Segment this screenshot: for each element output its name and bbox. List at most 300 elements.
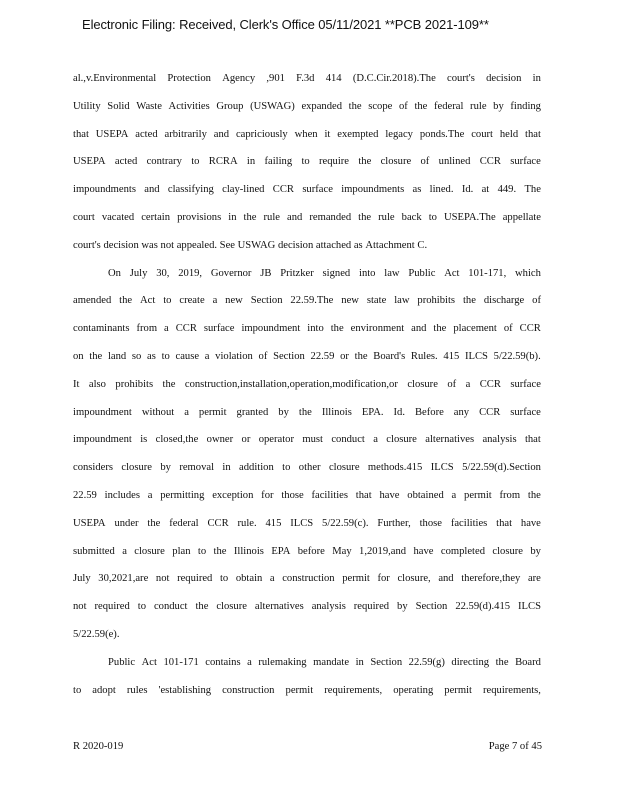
word: a	[212, 295, 218, 307]
word: Id.	[393, 406, 405, 418]
word: land	[107, 350, 127, 362]
word: amended	[73, 295, 112, 307]
text-line	[73, 684, 541, 712]
word: USEPA	[73, 156, 106, 168]
word: permit	[342, 573, 370, 585]
word: closure	[386, 434, 417, 446]
word: includes	[104, 489, 140, 501]
word: into	[359, 267, 376, 279]
word: closure	[380, 156, 412, 168]
word: of	[447, 378, 457, 390]
word: required	[94, 601, 130, 613]
word: July	[129, 267, 148, 279]
word: in	[222, 462, 231, 474]
text-line	[73, 72, 541, 100]
word: operator	[258, 434, 294, 446]
word: Board	[515, 656, 541, 668]
word: 5/22.59(d).Section	[462, 462, 541, 474]
text-line	[73, 656, 541, 684]
word: of	[503, 323, 513, 335]
word: a	[451, 489, 457, 501]
word: the	[495, 656, 509, 668]
word: prohibits	[417, 295, 456, 307]
text-line	[73, 267, 541, 295]
word: Act	[444, 267, 460, 279]
word: removal	[179, 462, 215, 474]
word: federal	[434, 100, 464, 112]
word: have	[413, 545, 434, 557]
word: court	[73, 211, 95, 223]
word: without	[141, 406, 175, 418]
word: classifying	[167, 184, 214, 196]
word: 414	[325, 73, 342, 84]
word: See	[219, 239, 238, 251]
word: lined.	[429, 184, 454, 196]
word: create	[179, 295, 205, 307]
word: USEPA	[95, 128, 129, 140]
word: surface	[510, 406, 541, 418]
word: the	[330, 323, 344, 335]
word: other	[298, 462, 321, 474]
word: methods.415	[367, 462, 423, 474]
word: a	[269, 573, 275, 585]
word: that	[73, 128, 89, 140]
word: 22.59(d).415	[455, 601, 511, 613]
word: a	[247, 656, 252, 668]
word: decision	[486, 73, 522, 84]
word: CCR	[479, 406, 501, 418]
word: as	[412, 184, 422, 196]
word: the	[243, 211, 257, 223]
word: JB	[260, 267, 272, 279]
word: plan	[172, 545, 191, 557]
word: the	[89, 350, 103, 362]
text-line	[73, 628, 541, 656]
word: Section	[370, 656, 403, 668]
word: the	[348, 100, 362, 112]
word: closure,	[397, 573, 431, 585]
word: a	[147, 489, 153, 501]
word: remanded	[309, 211, 352, 223]
word: from	[136, 323, 158, 335]
word: decision	[277, 239, 316, 251]
text-line	[73, 517, 541, 545]
word: owner	[206, 434, 234, 446]
word: Activities	[168, 100, 210, 112]
word: court's	[447, 73, 475, 84]
word: is	[140, 434, 148, 446]
word: capriciously	[235, 128, 288, 140]
word: a	[184, 406, 189, 418]
word: vacated	[101, 211, 135, 223]
word: Illinois	[321, 406, 352, 418]
word: exception	[212, 489, 254, 501]
word: Section	[415, 601, 448, 613]
text-line	[73, 545, 541, 573]
word: contrary	[146, 156, 182, 168]
word: rule	[470, 100, 487, 112]
word: CCR	[207, 517, 229, 529]
text-line	[73, 461, 541, 489]
word: Section	[273, 350, 305, 362]
word: those	[419, 517, 442, 529]
word: facilities	[311, 489, 348, 501]
word: exempted	[337, 128, 379, 140]
word: on	[73, 350, 84, 362]
word: requirements,	[324, 684, 383, 696]
word: closure	[216, 601, 247, 613]
word: and	[213, 128, 230, 140]
word: closure	[492, 545, 523, 557]
word: 22.59	[310, 350, 335, 362]
word: analysis	[311, 601, 346, 613]
word: ,901	[266, 73, 285, 84]
word: from	[499, 489, 521, 501]
word: a	[122, 545, 127, 557]
word: and	[144, 184, 160, 196]
word: addition	[239, 462, 274, 474]
word: rule	[378, 211, 395, 223]
word: when	[294, 128, 318, 140]
word: expanded	[301, 100, 343, 112]
word: a	[373, 434, 378, 446]
word: not	[155, 573, 170, 585]
word: new	[225, 295, 243, 307]
word: Public	[108, 656, 136, 668]
word: Protection	[167, 73, 211, 84]
word: On	[108, 267, 121, 279]
word: to	[191, 156, 200, 168]
word: permit	[464, 489, 492, 501]
word: Further,	[377, 517, 411, 529]
word: scope	[368, 100, 393, 112]
word: Id.	[461, 184, 474, 196]
word: Illinois	[233, 545, 264, 557]
word: RCRA	[208, 156, 238, 168]
word: ILCS	[290, 517, 314, 529]
text-line	[73, 100, 541, 128]
word: that	[496, 517, 513, 529]
word: therefore,they	[461, 573, 521, 585]
word: conduct	[331, 434, 365, 446]
word: 5/22.59(c).	[322, 517, 369, 529]
page-number: Page 7 of 45	[488, 741, 542, 752]
word: in	[228, 211, 237, 223]
word: permitting	[160, 489, 205, 501]
word: by	[160, 462, 171, 474]
word: Agency	[222, 73, 256, 84]
word: rule	[263, 211, 280, 223]
word: USEPA	[73, 517, 106, 529]
word: the	[414, 100, 428, 112]
word: adopt	[92, 684, 116, 696]
word: July	[73, 573, 91, 585]
word: al.,v.Environmental	[73, 73, 157, 84]
word: impoundment	[73, 406, 132, 418]
word: 449.	[497, 184, 517, 196]
word: federal	[169, 517, 199, 529]
word: surface	[510, 156, 541, 168]
word: 22.59(g)	[408, 656, 445, 668]
word: permit	[444, 684, 472, 696]
word: it	[324, 128, 331, 140]
word: CCR	[479, 378, 501, 390]
word: impoundment	[241, 323, 301, 335]
word: are	[527, 573, 541, 585]
word: surface	[302, 184, 333, 196]
word: Public	[408, 267, 436, 279]
word: and	[411, 323, 427, 335]
text-line	[73, 406, 541, 434]
word: Act	[141, 656, 157, 668]
word: the	[527, 489, 541, 501]
word: environment	[350, 323, 405, 335]
word: by	[493, 100, 504, 112]
word: Rules.	[410, 350, 438, 362]
word: before	[297, 545, 325, 557]
word: as	[353, 239, 366, 251]
text-line	[73, 239, 541, 267]
word: Group	[216, 100, 244, 112]
word: EPA	[271, 545, 291, 557]
word: CCR	[479, 156, 501, 168]
word: impoundments	[73, 184, 136, 196]
word: a	[204, 350, 210, 362]
word: cause	[175, 350, 200, 362]
word: by	[397, 601, 408, 613]
word: Utility	[73, 100, 101, 112]
word: closure	[328, 462, 360, 474]
word: to	[219, 573, 229, 585]
word: to	[428, 211, 437, 223]
word: impoundments	[341, 184, 405, 196]
word: to	[282, 462, 291, 474]
word: conduct	[153, 601, 188, 613]
word: Governor	[210, 267, 252, 279]
word: 101-171	[163, 656, 199, 668]
word: state	[366, 295, 387, 307]
text-line	[73, 378, 541, 406]
word: requirements,	[483, 684, 541, 696]
word: those	[281, 489, 304, 501]
word: the	[358, 156, 372, 168]
word: appealed.	[176, 239, 220, 251]
text-line	[73, 128, 541, 156]
word: to	[163, 295, 172, 307]
word: prohibits	[115, 378, 154, 390]
word: construction,installation,operation,modification,or	[184, 378, 398, 390]
word: court	[471, 128, 493, 140]
word: to	[73, 684, 82, 696]
word: or	[241, 434, 251, 446]
word: in	[532, 73, 541, 84]
word: law	[384, 267, 400, 279]
word: to	[301, 156, 310, 168]
text-line	[73, 183, 541, 211]
word: signed	[322, 267, 351, 279]
word: in	[355, 656, 364, 668]
word: must	[302, 434, 323, 446]
word: It	[73, 378, 80, 390]
word: alternatives	[254, 601, 304, 613]
word: Before	[414, 406, 444, 418]
word: rules	[126, 684, 148, 696]
word: 2019,	[178, 267, 203, 279]
word: by	[530, 545, 541, 557]
word: that	[355, 489, 372, 501]
word: held	[499, 128, 519, 140]
word: decision	[103, 239, 142, 251]
word: for	[377, 573, 390, 585]
word: Solid	[107, 100, 130, 112]
word: that	[525, 128, 541, 140]
word: F.3d	[296, 73, 315, 84]
text-line	[73, 155, 541, 183]
word: obtain	[235, 573, 263, 585]
word: at	[481, 184, 490, 196]
text-line	[73, 294, 541, 322]
word: Attachment	[365, 239, 418, 251]
word: the	[147, 517, 161, 529]
word: construction	[282, 573, 335, 585]
word: contaminants	[73, 323, 130, 335]
word: permit	[198, 406, 227, 418]
word: legacy	[385, 128, 413, 140]
word: in	[246, 156, 256, 168]
word: directing	[451, 656, 490, 668]
body-text	[73, 72, 541, 711]
word: to	[137, 601, 146, 613]
word: have	[520, 517, 541, 529]
word: certain	[141, 211, 171, 223]
word: facilities	[450, 517, 488, 529]
word: the	[213, 545, 227, 557]
word: the	[162, 378, 176, 390]
word: failing	[264, 156, 293, 168]
word: construction	[222, 684, 275, 696]
word: rulemaking	[258, 656, 307, 668]
word: required	[177, 573, 213, 585]
word: by	[278, 406, 289, 418]
word: clay-lined	[222, 184, 265, 196]
word: court's	[73, 239, 104, 251]
word: CCR	[272, 184, 294, 196]
word: provisions	[177, 211, 222, 223]
word: that	[524, 434, 541, 446]
text-line	[73, 600, 541, 628]
word: under	[114, 517, 139, 529]
word: rule.	[237, 517, 257, 529]
word: CCR	[175, 323, 197, 335]
word: submitted	[73, 545, 115, 557]
word: 1,2019,and	[359, 545, 407, 557]
word: unlined	[438, 156, 471, 168]
word: acted	[114, 156, 138, 168]
word: finding	[510, 100, 541, 112]
word: impoundment	[73, 434, 132, 446]
word: not	[73, 601, 87, 613]
word: ILCS	[464, 350, 488, 362]
word: 415	[265, 517, 282, 529]
word: analysis	[482, 434, 517, 446]
word: of	[398, 100, 408, 112]
word: 22.59	[73, 489, 97, 501]
word: completed	[440, 545, 485, 557]
word: EPA.	[361, 406, 384, 418]
word: placement	[453, 323, 497, 335]
word: surface	[203, 323, 235, 335]
word: alternatives	[425, 434, 475, 446]
word: the	[119, 295, 133, 307]
word: USEPA.The	[443, 211, 496, 223]
word: contains	[205, 656, 241, 668]
word: closed,the	[155, 434, 199, 446]
word: Section	[250, 295, 283, 307]
word: to	[161, 350, 170, 362]
word: permit	[285, 684, 314, 696]
word: the	[433, 323, 447, 335]
word: closure	[134, 545, 165, 557]
word: 415	[443, 350, 460, 362]
word: 'establishing	[158, 684, 212, 696]
word: The	[524, 184, 541, 196]
word: back	[401, 211, 422, 223]
word: was	[141, 239, 161, 251]
word: (USWAG)	[250, 100, 295, 112]
word: and	[438, 573, 454, 585]
word: of	[420, 156, 430, 168]
word: into	[307, 323, 324, 335]
word: appellate	[502, 211, 541, 223]
word: law	[394, 295, 410, 307]
word: violation	[215, 350, 253, 362]
word: any	[453, 406, 470, 418]
word: closure	[407, 378, 438, 390]
word: new	[341, 295, 359, 307]
word: for	[261, 489, 274, 501]
word: CCR	[519, 323, 541, 335]
word: of	[258, 350, 268, 362]
text-line	[73, 350, 541, 378]
word: arbitrarily	[164, 128, 207, 140]
word: Pritzker	[280, 267, 314, 279]
word: attached	[315, 239, 354, 251]
text-line	[73, 433, 541, 461]
word: closure	[121, 462, 152, 474]
word: granted	[236, 406, 269, 418]
word: 22.59.The	[290, 295, 334, 307]
docket-number: R 2020-019	[73, 741, 124, 752]
word: or	[340, 350, 349, 362]
text-line	[73, 211, 541, 239]
word: ILCS	[518, 601, 541, 613]
word: Board's	[373, 350, 406, 362]
word: have	[379, 489, 400, 501]
word: which	[515, 267, 541, 279]
word: to	[197, 545, 207, 557]
word: operating	[393, 684, 434, 696]
word: and	[287, 211, 303, 223]
word: USWAG	[237, 239, 278, 251]
word: considers	[73, 462, 114, 474]
word: require	[319, 156, 350, 168]
word: not	[160, 239, 177, 251]
word: so	[131, 350, 142, 362]
word: required	[353, 601, 390, 613]
text-line	[73, 322, 541, 350]
word: 5/22.59(e).	[73, 628, 120, 640]
word: the	[358, 211, 372, 223]
